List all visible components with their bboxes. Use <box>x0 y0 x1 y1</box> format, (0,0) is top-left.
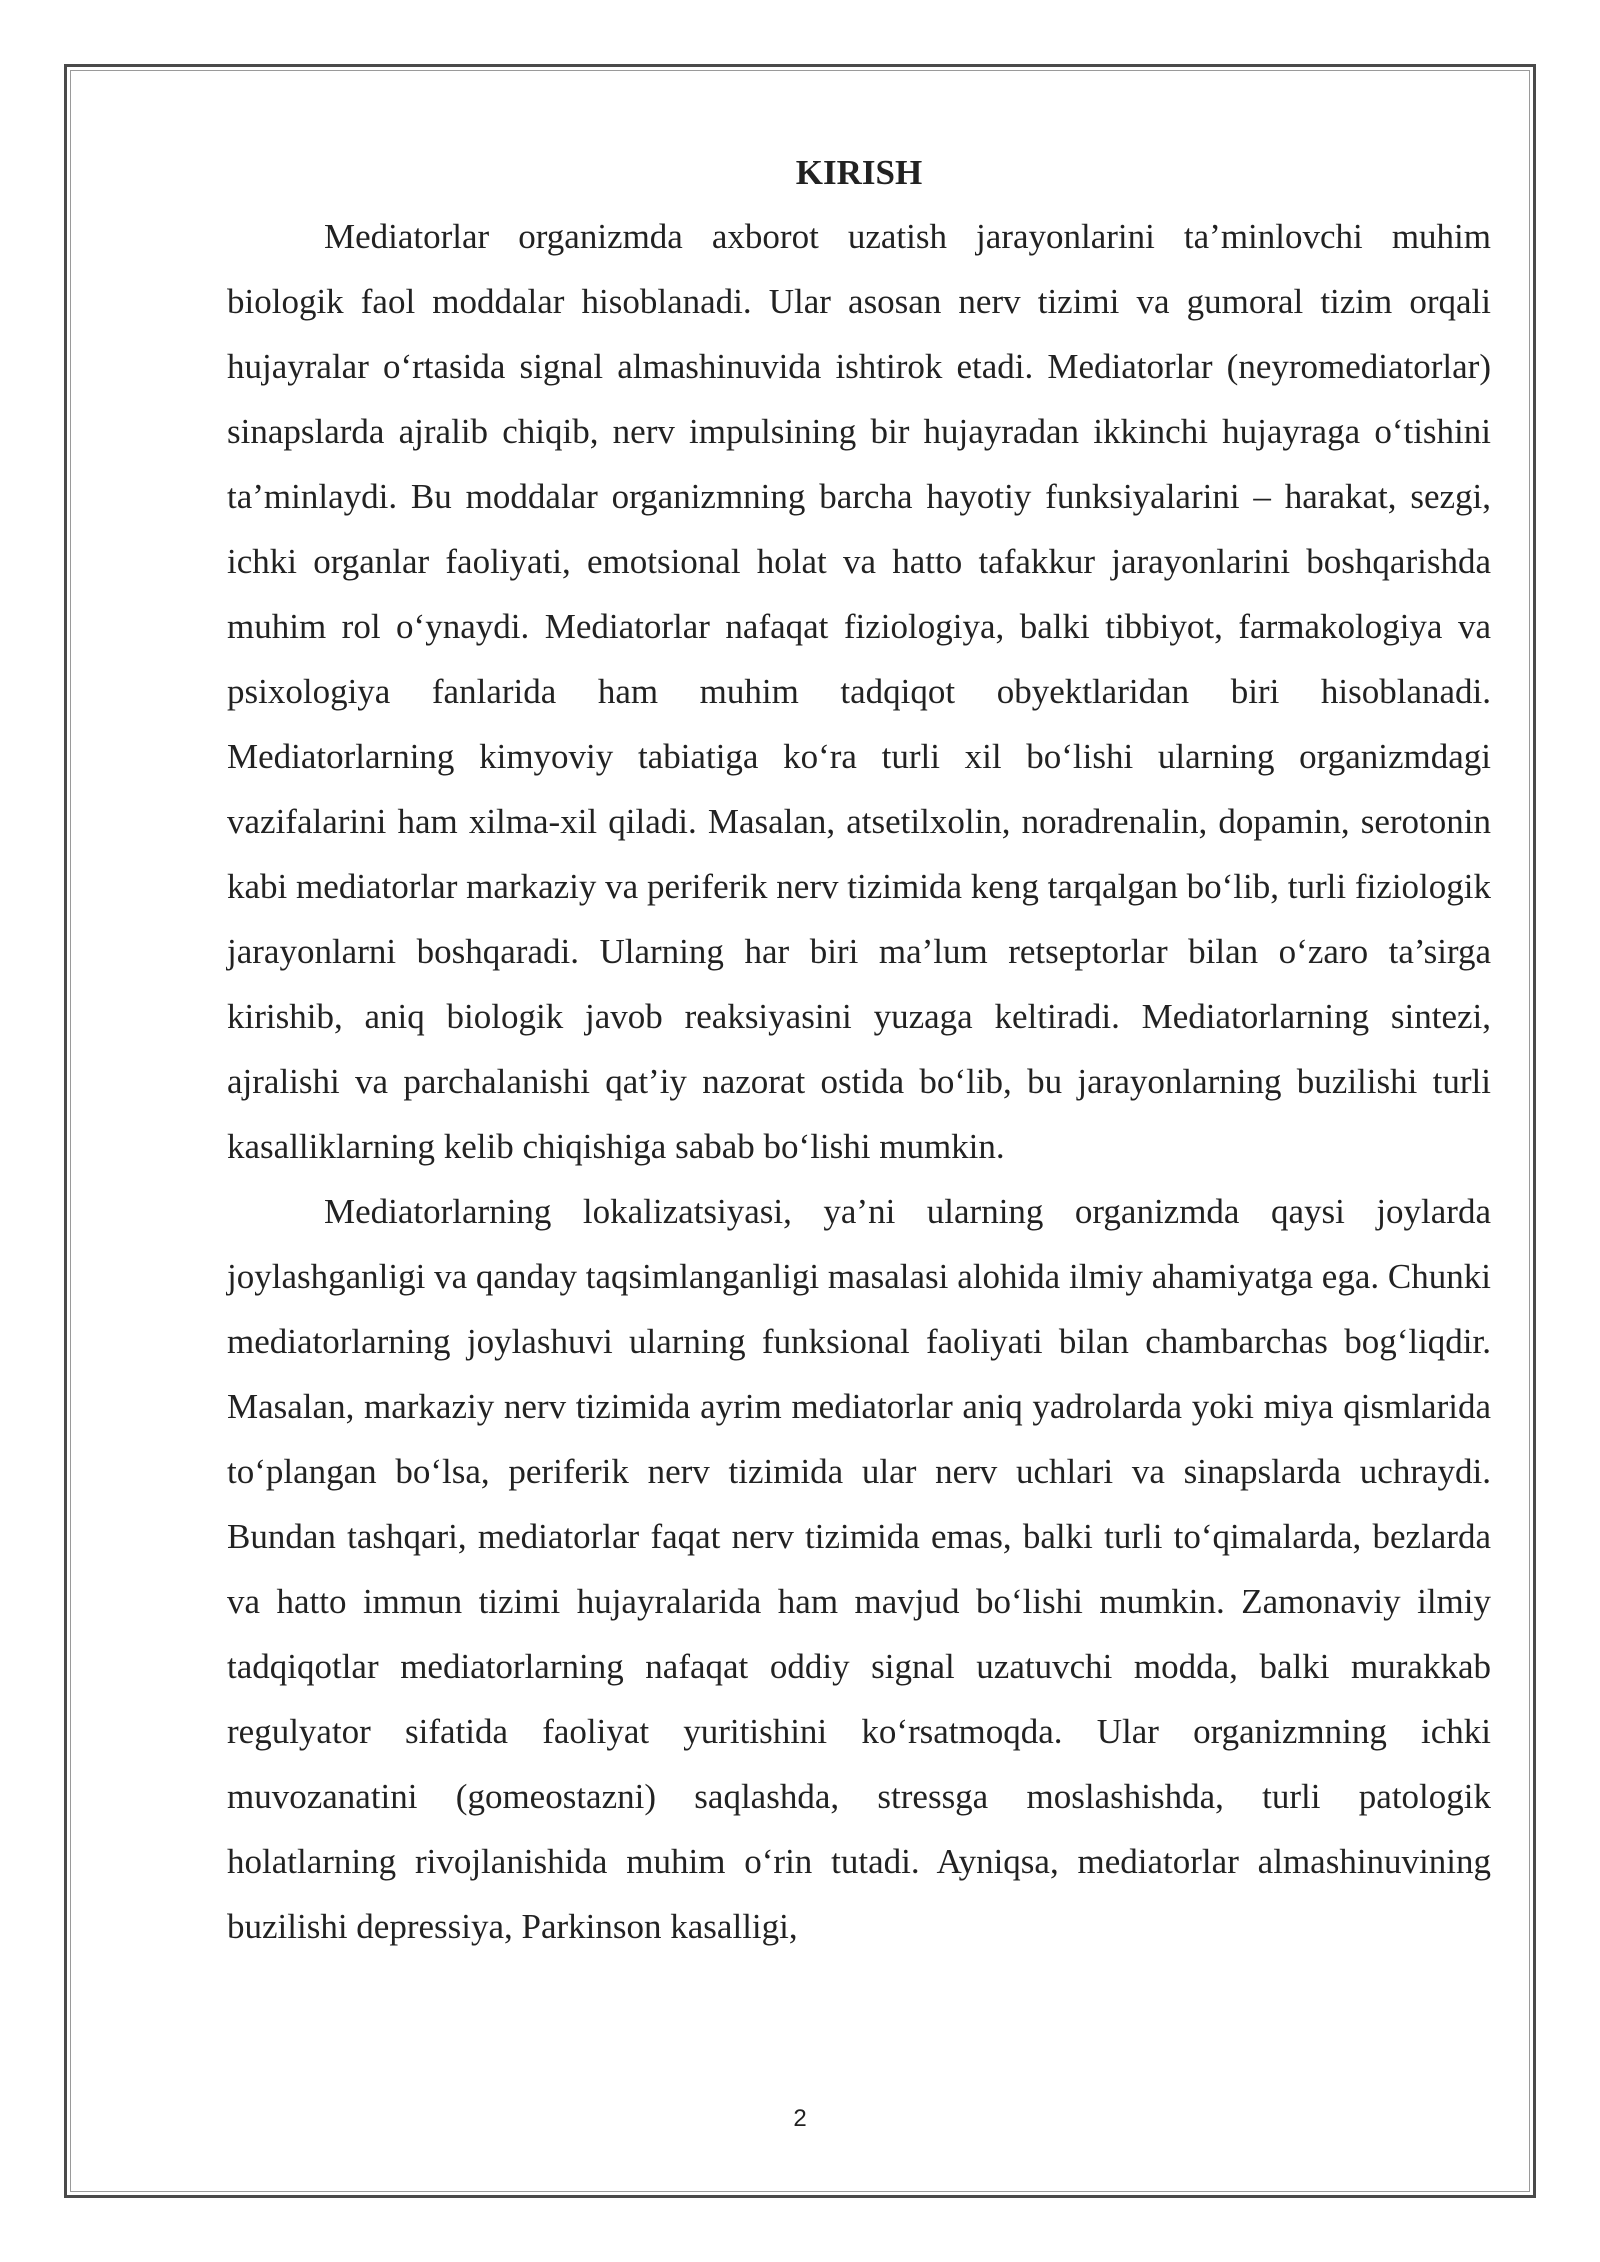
paragraph-1: Mediatorlar organizmda axborot uzatish jarayonlarini ta’minlovchi muhim biologik faol moddalar hisoblanadi. Ular asosan nerv tizimi va gumoral tizim orqali hujayralar o‘rtasida signal almashinuvida ishtirok etadi. Mediatorlar (neyromediatorlar) sinapslarda ajralib chiqib, nerv impulsining bir hujayradan ikkinchi hujayraga o‘tishini ta’minlaydi. Bu moddalar organizmning barcha hayotiy funksiyalarini – harakat, sezgi, ichki organlar faoliyati, emotsional holat va hatto tafakkur jarayonlarini boshqarishda muhim rol o‘ynaydi. Mediatorlar nafaqat fiziologiya, balki tibbiyot, farmakologiya va psixologiya fanlarida ham muhim tadqiqot obyektlaridan biri hisoblanadi. Mediatorlarning kimyoviy tabiatiga ko‘ra turli xil bo‘lishi ularning organizmdagi vazifalarini ham xilma-xil qiladi. Masalan, atsetilxolin, noradrenalin, dopamin, serotonin kabi mediatorlar markaziy va periferik nerv tizimida keng tarqalgan bo‘lib, turli fiziologik jarayonlarni boshqaradi. Ularning har biri ma’lum retseptorlar bilan o‘zaro ta’sirga kirishib, aniq biologik javob reaksiyasini yuzaga keltiradi. Mediatorlarning sintezi, ajralishi va parchalanishi qat’iy nazorat ostida bo‘lib, bu jarayonlarning buzilishi turli kasalliklarning kelib chiqishiga sabab bo‘lishi mumkin. <box>227 217 1491 1166</box>
document-title: KIRISH <box>795 153 923 192</box>
document-body <box>227 142 1491 1959</box>
page-number: 2 <box>793 2105 807 2132</box>
paragraph-2: Mediatorlarning lokalizatsiyasi, ya’ni ularning organizmda qaysi joylarda joylashganligi va qanday taqsimlanganligi masalasi alohida ilmiy ahamiyatga ega. Chunki mediatorlarning joylashuvi ularning funksional faoliyati bilan chambarchas bog‘liqdir. Masalan, markaziy nerv tizimida ayrim mediatorlar aniq yadrolarda yoki miya qismlarida to‘plangan bo‘lsa, periferik nerv tizimida ular nerv uchlari va sinapslarda uchraydi. Bundan tashqari, mediatorlar faqat nerv tizimida emas, balki turli to‘qimalarda, bezlarda va hatto immun tizimi hujayralarida ham mavjud bo‘lishi mumkin. Zamonaviy ilmiy tadqiqotlar mediatorlarning nafaqat oddiy signal uzatuvchi modda, balki murakkab regulyator sifatida faoliyat yuritishini ko‘rsatmoqda. Ular organizmning ichki muvozanatini (gomeostazni) saqlashda, stressga moslashishda, turli patologik holatlarning rivojlanishida muhim o‘rin tutadi. Ayniqsa, mediatorlar almashinuvining buzilishi depressiya, Parkinson kasalligi, <box>227 1192 1491 1946</box>
